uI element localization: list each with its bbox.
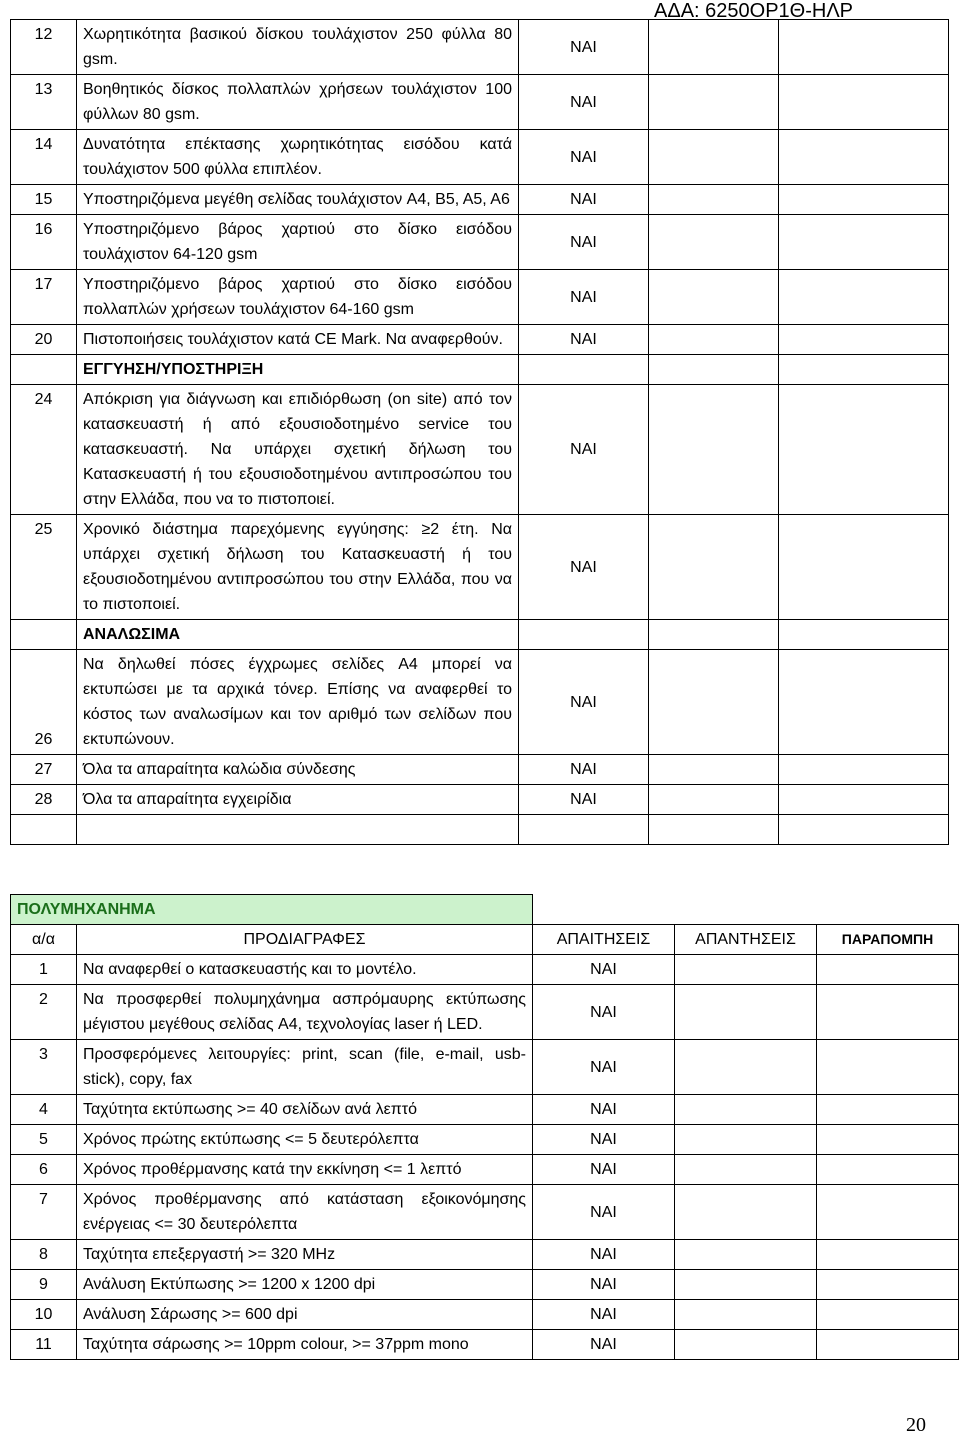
empty-cell — [77, 815, 519, 845]
row-number: 7 — [11, 1185, 77, 1240]
row-requirement: ΝΑΙ — [533, 1040, 675, 1095]
table-row — [11, 985, 959, 1040]
table-row — [11, 1185, 959, 1240]
header-ans: ΑΠΑΝΤΗΣΕΙΣ — [675, 925, 817, 955]
row-requirement: ΝΑΙ — [519, 785, 649, 815]
table-row — [11, 325, 949, 355]
row-answer — [649, 270, 779, 325]
row-number: 17 — [11, 270, 77, 325]
row-reference — [817, 955, 959, 985]
row-spec: Να δηλωθεί πόσες έγχρωμες σελίδες A4 μπορεί να εκτυπώσει με τα αρχικά τόνερ. Επίσης να αναφερθεί το κόστος των αναλωσίμων και τον αριθμό των σελίδων που εκτυπώνουν. — [77, 650, 519, 755]
row-answer — [675, 1270, 817, 1300]
row-spec: Υποστηριζόμενα μεγέθη σελίδας τουλάχιστον A4, B5, A5, A6 — [77, 185, 519, 215]
table-row — [11, 1125, 959, 1155]
empty-row — [11, 815, 949, 845]
row-reference — [817, 1270, 959, 1300]
row-answer — [649, 215, 779, 270]
section-consumables — [11, 620, 949, 650]
row-requirement: ΝΑΙ — [519, 755, 649, 785]
row-answer — [675, 1155, 817, 1185]
row-spec: Χρόνος πρώτης εκτύπωσης <= 5 δευτερόλεπτα — [77, 1125, 533, 1155]
row-number: 27 — [11, 755, 77, 785]
table-row — [11, 1300, 959, 1330]
row-number: 8 — [11, 1240, 77, 1270]
row-reference — [779, 270, 949, 325]
empty-cell — [11, 815, 77, 845]
row-answer — [675, 1240, 817, 1270]
row-spec: Ανάλυση Εκτύπωσης >= 1200 x 1200 dpi — [77, 1270, 533, 1300]
row-number: 3 — [11, 1040, 77, 1095]
row-requirement: ΝΑΙ — [519, 215, 649, 270]
row-requirement: ΝΑΙ — [519, 185, 649, 215]
table-row — [11, 1240, 959, 1270]
row-number: 5 — [11, 1125, 77, 1155]
table-row — [11, 955, 959, 985]
row-requirement: ΝΑΙ — [533, 1155, 675, 1185]
row-answer — [675, 1125, 817, 1155]
header-spec: ΠΡΟΔΙΑΓΡΑΦΕΣ — [77, 925, 533, 955]
row-reference — [779, 20, 949, 75]
row-number: 14 — [11, 130, 77, 185]
section-spacer — [11, 355, 77, 385]
row-reference — [817, 1095, 959, 1125]
section-spacer — [11, 620, 77, 650]
row-spec: Απόκριση για διάγνωση και επιδιόρθωση (on site) από τον κατασκευαστή ή από εξουσιοδοτημένο service του κατασκευαστή. Να υπάρχει σχετική δήλωση του Κατασκευαστή ή του εξουσιοδοτημένου αντιπροσώπου του στην Ελλάδα, που να το πιστοποιεί. — [77, 385, 519, 515]
row-answer — [675, 1040, 817, 1095]
row-spec: Βοηθητικός δίσκος πολλαπλών χρήσεων τουλάχιστον 100 φύλλων 80 gsm. — [77, 75, 519, 130]
row-reference — [779, 515, 949, 620]
table-row — [11, 270, 949, 325]
table-row — [11, 1040, 959, 1095]
table-row — [11, 755, 949, 785]
multifunction-table — [10, 894, 959, 1360]
row-requirement: ΝΑΙ — [519, 650, 649, 755]
row-reference — [817, 1240, 959, 1270]
empty-cell — [519, 620, 649, 650]
row-reference — [779, 215, 949, 270]
spec-table-continued — [10, 19, 949, 845]
row-requirement: ΝΑΙ — [533, 1300, 675, 1330]
row-spec: Ταχύτητα σάρωσης >= 10ppm colour, >= 37ppm mono — [77, 1330, 533, 1360]
row-spec: Χωρητικότητα βασικού δίσκου τουλάχιστον 250 φύλλα 80 gsm. — [77, 20, 519, 75]
row-reference — [817, 985, 959, 1040]
row-spec: Όλα τα απαραίτητα εγχειρίδια — [77, 785, 519, 815]
row-requirement: ΝΑΙ — [519, 20, 649, 75]
row-reference — [817, 1300, 959, 1330]
row-number: 28 — [11, 785, 77, 815]
row-number: 16 — [11, 215, 77, 270]
row-spec: Χρονικό διάστημα παρεχόμενης εγγύησης: ≥2 έτη. Να υπάρχει σχετική δήλωση του Κατασκευαστή ή του εξουσιοδοτημένου αντιπροσώπου του στην Ελλάδα, που να το πιστοποιεί. — [77, 515, 519, 620]
row-reference — [817, 1155, 959, 1185]
row-requirement: ΝΑΙ — [519, 270, 649, 325]
row-spec: Προσφερόμενες λειτουργίες: print, scan (file, e-mail, usb-stick), copy, fax — [77, 1040, 533, 1095]
row-spec: Πιστοποιήσεις τουλάχιστον κατά CE Mark. Να αναφερθούν. — [77, 325, 519, 355]
row-answer — [675, 1330, 817, 1360]
row-reference — [779, 785, 949, 815]
section-title: ΠΟΛΥΜΗΧΑΝΗΜΑ — [11, 895, 533, 925]
table-row — [11, 185, 949, 215]
row-number: 13 — [11, 75, 77, 130]
row-answer — [675, 1185, 817, 1240]
empty-cell — [779, 355, 949, 385]
row-answer — [649, 75, 779, 130]
empty-cell — [519, 815, 649, 845]
table-row — [11, 650, 949, 755]
table-row — [11, 515, 949, 620]
row-requirement: ΝΑΙ — [519, 515, 649, 620]
row-requirement: ΝΑΙ — [519, 75, 649, 130]
row-number: 11 — [11, 1330, 77, 1360]
section-label: ΑΝΑΛΩΣΙΜΑ — [77, 620, 519, 650]
row-number: 25 — [11, 515, 77, 620]
page-number: 20 — [906, 1414, 926, 1436]
empty-cell — [649, 815, 779, 845]
row-reference — [817, 1330, 959, 1360]
table-row — [11, 1330, 959, 1360]
row-spec: Χρόνος προθέρμανσης από κατάσταση εξοικονόμησης ενέργειας <= 30 δευτερόλεπτα — [77, 1185, 533, 1240]
section-warranty — [11, 355, 949, 385]
row-number: 26 — [11, 650, 77, 755]
row-requirement: ΝΑΙ — [533, 1330, 675, 1360]
empty-cell — [519, 355, 649, 385]
row-spec: Υποστηριζόμενο βάρος χαρτιού στο δίσκο εισόδου πολλαπλών χρήσεων τουλάχιστον 64-160 gsm — [77, 270, 519, 325]
row-number: 12 — [11, 20, 77, 75]
row-spec: Υποστηριζόμενο βάρος χαρτιού στο δίσκο εισόδου τουλάχιστον 64-120 gsm — [77, 215, 519, 270]
row-answer — [649, 785, 779, 815]
row-reference — [779, 325, 949, 355]
row-requirement: ΝΑΙ — [533, 1125, 675, 1155]
row-answer — [675, 1095, 817, 1125]
table-row — [11, 1155, 959, 1185]
row-reference — [779, 130, 949, 185]
row-spec: Ανάλυση Σάρωσης >= 600 dpi — [77, 1300, 533, 1330]
table-row — [11, 1270, 959, 1300]
row-reference — [779, 755, 949, 785]
row-requirement: ΝΑΙ — [533, 1270, 675, 1300]
table-row — [11, 1095, 959, 1125]
header-ref: ΠΑΡΑΠΟΜΠΗ — [817, 925, 959, 955]
row-spec: Ταχύτητα επεξεργαστή >= 320 MHz — [77, 1240, 533, 1270]
row-requirement: ΝΑΙ — [519, 130, 649, 185]
row-number: 20 — [11, 325, 77, 355]
header-req: ΑΠΑΙΤΗΣΕΙΣ — [533, 925, 675, 955]
row-number: 6 — [11, 1155, 77, 1185]
row-reference — [779, 185, 949, 215]
empty-cell — [649, 620, 779, 650]
row-spec: Δυνατότητα επέκτασης χωρητικότητας εισόδου κατά τουλάχιστον 500 φύλλα επιπλέον. — [77, 130, 519, 185]
table-row — [11, 785, 949, 815]
row-reference — [817, 1040, 959, 1095]
row-requirement: ΝΑΙ — [533, 985, 675, 1040]
row-number: 4 — [11, 1095, 77, 1125]
row-number: 9 — [11, 1270, 77, 1300]
row-requirement: ΝΑΙ — [533, 1185, 675, 1240]
row-answer — [649, 20, 779, 75]
row-spec: Όλα τα απαραίτητα καλώδια σύνδεσης — [77, 755, 519, 785]
row-spec: Ταχύτητα εκτύπωσης >= 40 σελίδων ανά λεπτό — [77, 1095, 533, 1125]
empty-cell — [649, 355, 779, 385]
row-reference — [779, 75, 949, 130]
row-answer — [675, 1300, 817, 1330]
table-row — [11, 130, 949, 185]
row-requirement: ΝΑΙ — [519, 325, 649, 355]
row-number: 10 — [11, 1300, 77, 1330]
empty-cell — [779, 815, 949, 845]
table-row — [11, 20, 949, 75]
row-reference — [817, 1185, 959, 1240]
row-number: 15 — [11, 185, 77, 215]
table-row — [11, 75, 949, 130]
row-reference — [817, 1125, 959, 1155]
row-answer — [649, 650, 779, 755]
row-answer — [675, 985, 817, 1040]
row-requirement: ΝΑΙ — [519, 385, 649, 515]
row-reference — [779, 385, 949, 515]
table-row — [11, 385, 949, 515]
row-answer — [649, 130, 779, 185]
row-requirement: ΝΑΙ — [533, 1240, 675, 1270]
row-number: 2 — [11, 985, 77, 1040]
section-label: ΕΓΓΥΗΣΗ/ΥΠΟΣΤΗΡΙΞΗ — [77, 355, 519, 385]
table-row — [11, 215, 949, 270]
row-spec: Χρόνος προθέρμανσης κατά την εκκίνηση <= 1 λεπτό — [77, 1155, 533, 1185]
empty-cell — [779, 620, 949, 650]
header-num: α/α — [11, 925, 77, 955]
row-number: 1 — [11, 955, 77, 985]
document-code: ΑΔΑ: 6250ΟΡ1Θ-ΗΛΡ — [654, 0, 854, 22]
row-requirement: ΝΑΙ — [533, 955, 675, 985]
row-answer — [675, 955, 817, 985]
row-number: 24 — [11, 385, 77, 515]
row-answer — [649, 185, 779, 215]
row-spec: Να αναφερθεί ο κατασκευαστής και το μοντέλο. — [77, 955, 533, 985]
row-requirement: ΝΑΙ — [533, 1095, 675, 1125]
row-answer — [649, 385, 779, 515]
row-answer — [649, 755, 779, 785]
row-answer — [649, 515, 779, 620]
row-spec: Να προσφερθεί πολυμηχάνημα ασπρόμαυρης εκτύπωσης μέγιστου μεγέθους σελίδας A4, τεχνολογίας laser ή LED. — [77, 985, 533, 1040]
row-reference — [779, 650, 949, 755]
row-answer — [649, 325, 779, 355]
